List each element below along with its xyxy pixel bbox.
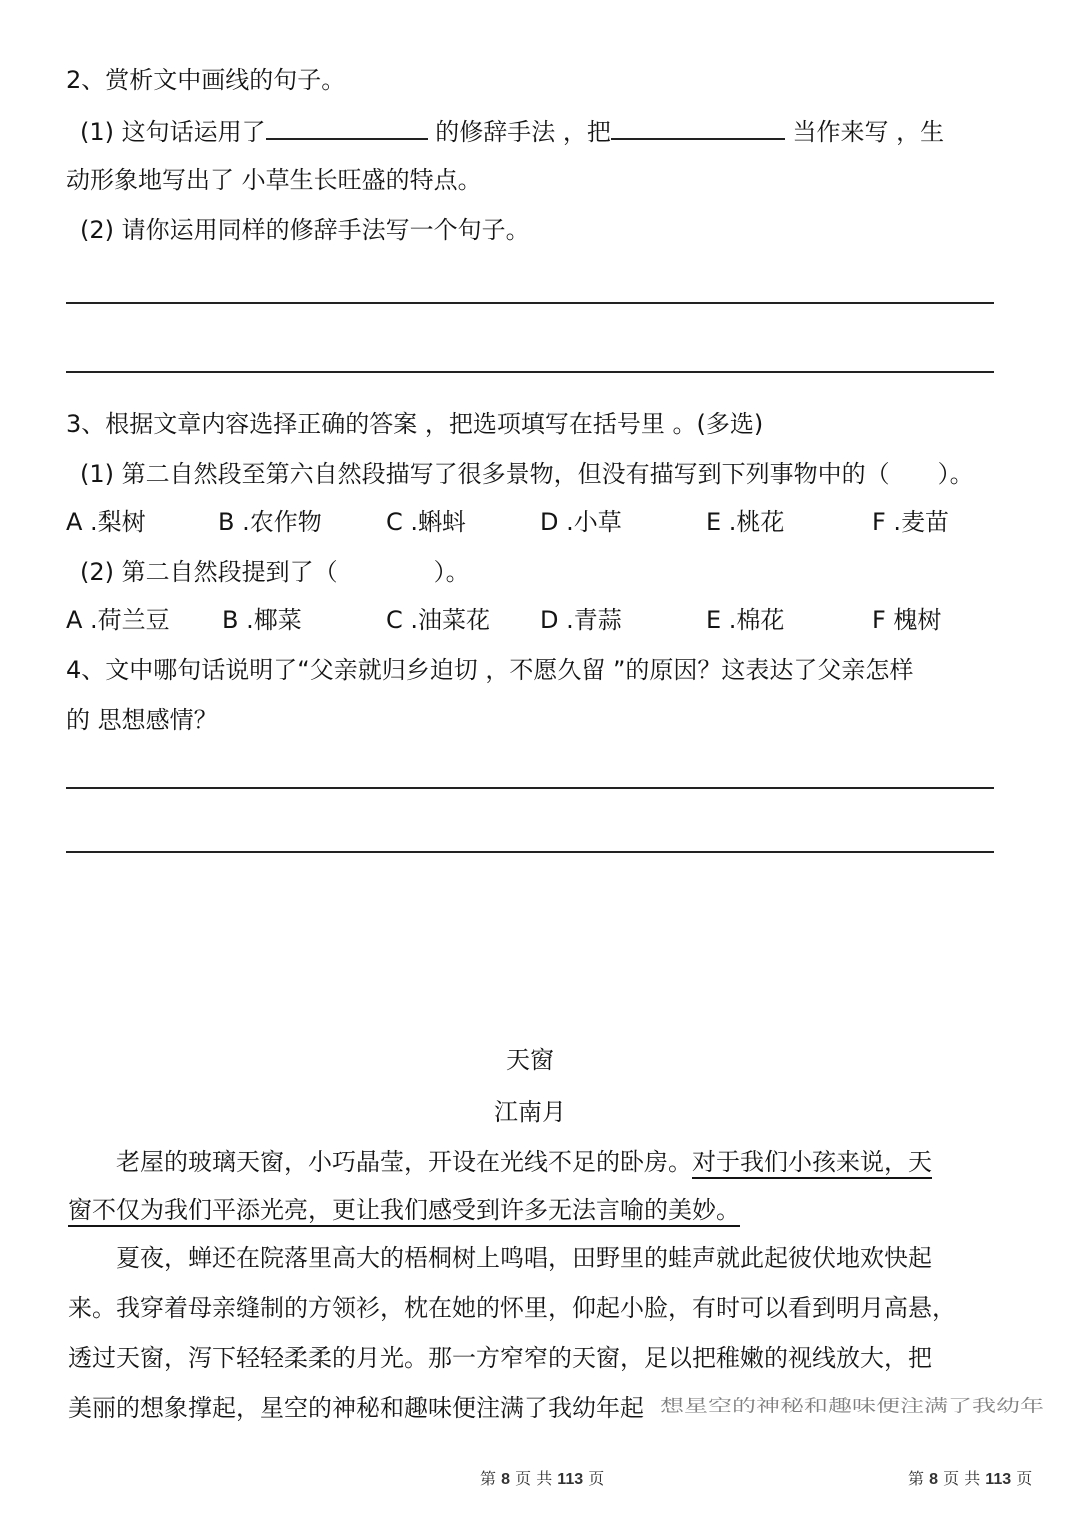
footer-left-page: 8 (501, 1471, 511, 1488)
q2-part1-cont: 动形象地写出了 小草生长旺盛的特点。 (66, 166, 482, 194)
q3-s2-option-b: B .椰菜 (222, 606, 302, 634)
article-p1-text: 老屋的玻璃天窗，小巧晶莹，开设在光线不足的卧房。 (116, 1148, 692, 1176)
q3-sub2: (2) 第二自然段提到了（ ）。 (80, 558, 470, 586)
q2-part1-text-a: (1) 这句话运用了 (80, 118, 266, 146)
answer-line-q2-2[interactable] (66, 371, 994, 373)
q3-s1-option-b: B .农作物 (218, 508, 322, 536)
q3-s1-option-a: A .梨树 (66, 508, 146, 536)
article-p2-line-4: 美丽的想象撑起，星空的神秘和趣味便注满了我幼年起 (68, 1394, 644, 1422)
q3-s1-option-f: F .麦苗 (872, 508, 950, 536)
footer-left-post: 页 (588, 1469, 605, 1488)
page-number-right (908, 1468, 1032, 1491)
page-number-left (480, 1468, 604, 1491)
article-author: 江南月 (494, 1098, 566, 1126)
q3-s1-option-e: E .桃花 (706, 508, 785, 536)
q3-s2-option-f: F 槐树 (872, 606, 942, 634)
footer-left-pre: 第 (480, 1469, 497, 1488)
footer-right-mid: 页 共 (943, 1469, 981, 1488)
article-p2-line-4-overlap: 想星空的神秘和趣味便注满了我幼年 (660, 1395, 1044, 1416)
q3-s1-option-d: D .小草 (540, 508, 622, 536)
q3-s1-option-c: C .蝌蚪 (386, 508, 467, 536)
q2-part1-text-b: 的修辞手法 ，把 (427, 118, 611, 146)
footer-right-page: 8 (929, 1471, 939, 1488)
q4-line-1: 4、文中哪句话说明了“父亲就归乡迫切 ，不愿久留 ”的原因？这表达了父亲怎样 (66, 656, 914, 684)
article-p2-line-2: 来。我穿着母亲缝制的方领衫，枕在她的怀里，仰起小脸，有时可以看到明月高悬， (68, 1294, 956, 1322)
q2-part1-text-c: 当作来写 ，生 (784, 118, 945, 146)
article-p1-line-1 (116, 1146, 932, 1178)
footer-right-pre: 第 (908, 1469, 925, 1488)
answer-line-q4-1[interactable] (66, 787, 994, 789)
underlined-sentence-part-1: 对于我们小孩来说，天 (692, 1148, 932, 1176)
q3-s2-option-d: D .青蒜 (540, 606, 622, 634)
footer-right-post: 页 (1016, 1469, 1033, 1488)
underlined-sentence-part-2: 窗不仅为我们平添光亮，更让我们感受到许多无法言喻的美妙。 (68, 1196, 740, 1224)
q2-part1-line (80, 114, 944, 148)
article-title: 天窗 (506, 1046, 554, 1074)
article-p2-line-1: 夏夜，蝉还在院落里高大的梧桐树上鸣唱，田野里的蛙声就此起彼伏地欢快起 (116, 1244, 932, 1272)
q2-blank-2[interactable] (611, 114, 785, 140)
q2-part2: (2) 请你运用同样的修辞手法写一个句子。 (80, 216, 530, 244)
q3-s2-option-e: E .棉花 (706, 606, 785, 634)
q3-s2-option-c: C .油菜花 (386, 606, 491, 634)
q2-title: 2、赏析文中画线的句子。 (66, 66, 346, 94)
q3-title: 3、根据文章内容选择正确的答案 ，把选项填写在括号里 。(多选) (66, 410, 764, 438)
answer-line-q4-2[interactable] (66, 851, 994, 853)
q3-s2-option-a: A .荷兰豆 (66, 606, 170, 634)
q2-blank-1[interactable] (266, 114, 428, 140)
footer-left-mid: 页 共 (515, 1469, 553, 1488)
footer-left-total: 113 (557, 1471, 584, 1488)
footer-right-total: 113 (985, 1471, 1012, 1488)
q4-line-2: 的 思想感情？ (66, 706, 218, 734)
article-p2-line-3: 透过天窗，泻下轻轻柔柔的月光。那一方窄窄的天窗，足以把稚嫩的视线放大，把 (68, 1344, 932, 1372)
answer-line-q2-1[interactable] (66, 302, 994, 304)
q3-sub1: (1) 第二自然段至第六自然段描写了很多景物，但没有描写到下列事物中的（ ）。 (80, 460, 974, 488)
